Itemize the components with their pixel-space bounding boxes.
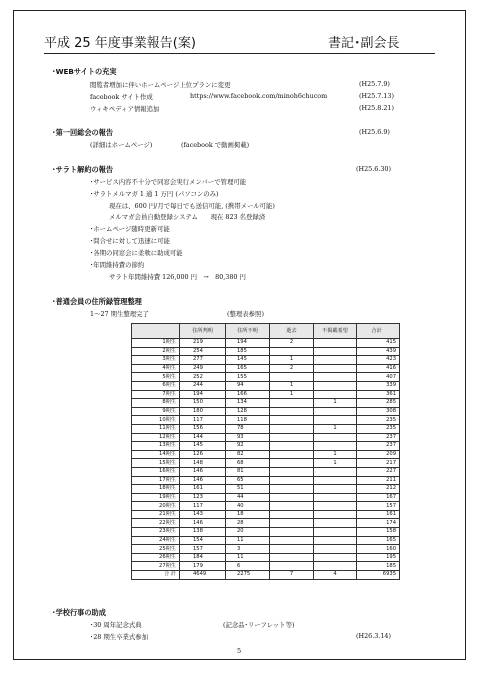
sarato-item: ･ホームページ随時更新可能 [90, 225, 170, 233]
table-cell: 1 [314, 424, 357, 433]
table-cell: 157 [180, 545, 226, 554]
table-cell: 148 [180, 459, 226, 468]
row-label: 21期生 [132, 510, 180, 519]
table-cell: 18 [226, 510, 270, 519]
table-cell: 1 [314, 459, 357, 468]
table-cell [270, 476, 314, 485]
school-item: ･30 周年記念式典 [90, 621, 142, 629]
table-cell: 165 [357, 536, 400, 545]
table-row [132, 536, 400, 545]
table-cell [314, 528, 357, 537]
school-item: ･28 期生卒業式参加 [90, 633, 149, 641]
table-cell: 194 [226, 339, 270, 348]
table-cell: 117 [180, 416, 226, 425]
table-cell: 415 [357, 339, 400, 348]
table-cell: 126 [180, 450, 226, 459]
table-header-row [132, 324, 400, 339]
table-row [132, 450, 400, 459]
members-heading: ･普通会員の住所録管理整理 [52, 297, 142, 306]
table-row [132, 528, 400, 537]
table-cell: 185 [357, 562, 400, 571]
document-author: 書記･副会長 [328, 36, 400, 51]
row-label: 9期生 [132, 407, 180, 416]
table-cell: 93 [226, 433, 270, 442]
table-cell: 65 [226, 476, 270, 485]
table-cell [314, 347, 357, 356]
table-cell [270, 536, 314, 545]
table-row [132, 553, 400, 562]
table-cell: 44 [226, 493, 270, 502]
sarato-item: ･サラトメルマガ 1 通 1 万円 (パソコンのみ) [90, 190, 219, 198]
table-cell: 211 [357, 476, 400, 485]
table-cell: 1 [270, 356, 314, 365]
table-cell: 82 [226, 450, 270, 459]
table-cell: 1 [314, 450, 357, 459]
row-label: 16期生 [132, 467, 180, 476]
table-row [132, 545, 400, 554]
table-cell: 439 [357, 347, 400, 356]
table-row [132, 493, 400, 502]
row-label: 合 計 [132, 571, 180, 580]
website-line-1-date: (H25.7.9) [359, 80, 390, 88]
table-cell: 308 [357, 407, 400, 416]
website-line-2-date: (H25.7.13) [359, 92, 394, 100]
website-heading: ･WEBサイトの充実 [52, 67, 117, 76]
table-cell: 165 [226, 364, 270, 373]
table-cell: 123 [180, 493, 226, 502]
table-cell: 4649 [180, 571, 226, 580]
table-cell: 166 [226, 390, 270, 399]
table-cell: 11 [226, 536, 270, 545]
table-cell: 1 [270, 381, 314, 390]
table-cell [270, 493, 314, 502]
table-cell [270, 424, 314, 433]
website-line-1: 閲覧者増加に伴いホームページ上位プランに変更 [90, 81, 231, 89]
website-line-3-date: (H25.8.21) [359, 104, 394, 112]
table-cell: 252 [180, 373, 226, 382]
table-row [132, 519, 400, 528]
table-cell [270, 373, 314, 382]
table-cell: 180 [180, 407, 226, 416]
row-label: 26期生 [132, 553, 180, 562]
table-cell [314, 407, 357, 416]
table-cell: 138 [180, 528, 226, 537]
table-cell: 92 [226, 442, 270, 451]
table-cell: 361 [357, 390, 400, 399]
row-label: 23期生 [132, 528, 180, 537]
table-cell: 128 [226, 407, 270, 416]
table-row [132, 433, 400, 442]
sarato-item: ･各期の同窓会に柔軟に助成可能 [90, 249, 183, 257]
table-cell: 146 [180, 467, 226, 476]
table-cell: 184 [180, 553, 226, 562]
table-header: 逝去 [270, 324, 314, 339]
table-cell [270, 510, 314, 519]
table-cell: 237 [357, 442, 400, 451]
table-row [132, 390, 400, 399]
table-cell: 134 [226, 399, 270, 408]
row-label: 2期生 [132, 347, 180, 356]
table-cell: 94 [226, 381, 270, 390]
table-cell [314, 356, 357, 365]
table-cell: 339 [357, 381, 400, 390]
members-note: 1～27 期生整理完了 [90, 310, 149, 318]
table-cell [314, 364, 357, 373]
table-row [132, 407, 400, 416]
school-item-date: (H26.3.14) [356, 632, 391, 640]
table-cell [270, 553, 314, 562]
table-cell: 146 [180, 519, 226, 528]
table-cell [270, 545, 314, 554]
sarato-item: メルマガ会員自動登録システム 現在 823 名登録済 [109, 213, 266, 221]
table-cell [314, 381, 357, 390]
row-label: 10期生 [132, 416, 180, 425]
table-total-row [132, 571, 400, 580]
table-cell [314, 442, 357, 451]
table-cell: 145 [226, 356, 270, 365]
table-cell: 161 [180, 485, 226, 494]
table-cell: 78 [226, 424, 270, 433]
table-row [132, 467, 400, 476]
table-cell [270, 416, 314, 425]
table-cell: 4 [314, 571, 357, 580]
table-cell [270, 450, 314, 459]
table-cell: 51 [226, 485, 270, 494]
table-cell: 423 [357, 356, 400, 365]
table-cell: 150 [180, 399, 226, 408]
table-cell [270, 347, 314, 356]
sarato-date: (H25.6.30) [356, 165, 391, 173]
table-cell: 6935 [357, 571, 400, 580]
table-cell [314, 476, 357, 485]
table-cell [314, 553, 357, 562]
row-label: 5期生 [132, 373, 180, 382]
row-label: 18期生 [132, 485, 180, 494]
row-label: 3期生 [132, 356, 180, 365]
table-row [132, 459, 400, 468]
school-heading: ･学校行事の助成 [52, 608, 106, 617]
table-cell: 277 [180, 356, 226, 365]
table-cell: 158 [357, 528, 400, 537]
table-row [132, 416, 400, 425]
table-cell: 28 [226, 519, 270, 528]
table-cell: 161 [357, 510, 400, 519]
website-line-3: ウィキペディア情報追加 [90, 105, 160, 113]
table-cell: 217 [357, 459, 400, 468]
row-label: 4期生 [132, 364, 180, 373]
row-label: 1期生 [132, 339, 180, 348]
table-row [132, 399, 400, 408]
table-cell: 235 [357, 424, 400, 433]
table-cell: 156 [180, 424, 226, 433]
table-row [132, 502, 400, 511]
general-meeting-detail: (詳細はホームページ) [90, 141, 153, 149]
table-cell: 2275 [226, 571, 270, 580]
table-cell: 157 [357, 502, 400, 511]
row-label: 11期生 [132, 424, 180, 433]
table-row [132, 339, 400, 348]
table-header [132, 324, 180, 339]
table-row [132, 364, 400, 373]
table-cell: 407 [357, 373, 400, 382]
facebook-url: https://www.facebook.com/minoh6chucom [190, 92, 328, 100]
table-cell [314, 467, 357, 476]
table-header: 住所判明 [180, 324, 226, 339]
table-row [132, 424, 400, 433]
sarato-item: ･年間維持費の節約 [90, 261, 145, 269]
table-cell [270, 459, 314, 468]
row-label: 22期生 [132, 519, 180, 528]
table-cell: 117 [180, 502, 226, 511]
table-cell [314, 519, 357, 528]
table-header: 合計 [357, 324, 400, 339]
table-cell [314, 562, 357, 571]
table-cell: 81 [226, 467, 270, 476]
table-cell [270, 442, 314, 451]
table-cell: 212 [357, 485, 400, 494]
general-meeting-date: (H25.6.9) [359, 128, 390, 136]
table-cell: 11 [226, 553, 270, 562]
table-cell: 194 [180, 390, 226, 399]
sarato-item: ･サービス内容不十分で同窓会実行メンバーで管理可能 [90, 178, 247, 186]
table-cell [314, 536, 357, 545]
table-cell: 7 [270, 571, 314, 580]
table-row [132, 476, 400, 485]
table-row [132, 381, 400, 390]
table-cell: 144 [180, 433, 226, 442]
row-label: 15期生 [132, 459, 180, 468]
table-cell [270, 467, 314, 476]
table-cell: 143 [180, 510, 226, 519]
sarato-item: ･問合せに対して迅速に可能 [90, 237, 170, 245]
row-label: 12期生 [132, 433, 180, 442]
table-cell: 285 [357, 399, 400, 408]
table-row [132, 510, 400, 519]
sarato-item: 現在は、600 円/月で毎日でも送信可能, (携帯メール可能) [109, 202, 275, 210]
table-row [132, 356, 400, 365]
table-cell: 254 [180, 347, 226, 356]
table-cell: 1 [314, 399, 357, 408]
row-label: 7期生 [132, 390, 180, 399]
table-cell: 68 [226, 459, 270, 468]
table-cell: 154 [180, 536, 226, 545]
table-cell [314, 416, 357, 425]
row-label: 17期生 [132, 476, 180, 485]
table-cell: 185 [226, 347, 270, 356]
table-row [132, 485, 400, 494]
table-cell: 118 [226, 416, 270, 425]
table-row [132, 373, 400, 382]
general-meeting-heading: ･第一回総会の報告 [52, 128, 114, 137]
table-cell [270, 519, 314, 528]
table-cell: 227 [357, 467, 400, 476]
document-title: 平成 25 年度事業報告(案) [44, 36, 196, 51]
table-cell [314, 433, 357, 442]
sarato-heading: ･サラト解約の報告 [52, 165, 114, 174]
table-cell: 3 [226, 545, 270, 554]
table-header: 住所不明 [226, 324, 270, 339]
website-line-2: facebook サイト作成 [90, 93, 153, 101]
table-cell [314, 545, 357, 554]
row-label: 13期生 [132, 442, 180, 451]
row-label: 14期生 [132, 450, 180, 459]
table-cell: 1 [270, 390, 314, 399]
table-cell [314, 390, 357, 399]
table-cell [270, 407, 314, 416]
table-cell: 2 [270, 339, 314, 348]
table-cell [314, 502, 357, 511]
table-cell: 20 [226, 528, 270, 537]
title-divider [44, 53, 435, 54]
table-cell [314, 510, 357, 519]
table-cell: 174 [357, 519, 400, 528]
page-number: 5 [237, 647, 242, 655]
table-cell [270, 485, 314, 494]
school-item-note: (記念品･リーフレット等) [223, 621, 295, 629]
members-note-ref: (整理表参照) [227, 310, 264, 318]
table-cell: 145 [180, 442, 226, 451]
table-cell: 219 [180, 339, 226, 348]
table-cell: 146 [180, 476, 226, 485]
row-label: 24期生 [132, 536, 180, 545]
table-cell [270, 528, 314, 537]
general-meeting-video: (facebook で動画掲載) [181, 141, 250, 149]
sarato-item: サラト年間維持費 126,000 円 → 80,380 円 [109, 273, 246, 281]
table-cell: 160 [357, 545, 400, 554]
table-cell [314, 493, 357, 502]
table-cell: 40 [226, 502, 270, 511]
table-header: 不掲載希望 [314, 324, 357, 339]
table-cell: 6 [226, 562, 270, 571]
table-cell: 416 [357, 364, 400, 373]
table-cell: 249 [180, 364, 226, 373]
table-cell [314, 339, 357, 348]
table-cell: 244 [180, 381, 226, 390]
table-cell: 195 [357, 553, 400, 562]
table-row [132, 562, 400, 571]
row-label: 25期生 [132, 545, 180, 554]
table-cell: 179 [180, 562, 226, 571]
table-cell [314, 485, 357, 494]
row-label: 27期生 [132, 562, 180, 571]
table-cell [270, 399, 314, 408]
row-label: 19期生 [132, 493, 180, 502]
table-cell [270, 433, 314, 442]
table-cell: 2 [270, 364, 314, 373]
members-table [131, 323, 400, 580]
table-cell: 237 [357, 433, 400, 442]
table-cell [270, 502, 314, 511]
table-cell: 209 [357, 450, 400, 459]
table-cell [270, 562, 314, 571]
table-cell [314, 373, 357, 382]
table-row [132, 442, 400, 451]
table-cell: 235 [357, 416, 400, 425]
row-label: 20期生 [132, 502, 180, 511]
row-label: 8期生 [132, 399, 180, 408]
table-cell: 167 [357, 493, 400, 502]
row-label: 6期生 [132, 381, 180, 390]
table-row [132, 347, 400, 356]
table-cell: 155 [226, 373, 270, 382]
